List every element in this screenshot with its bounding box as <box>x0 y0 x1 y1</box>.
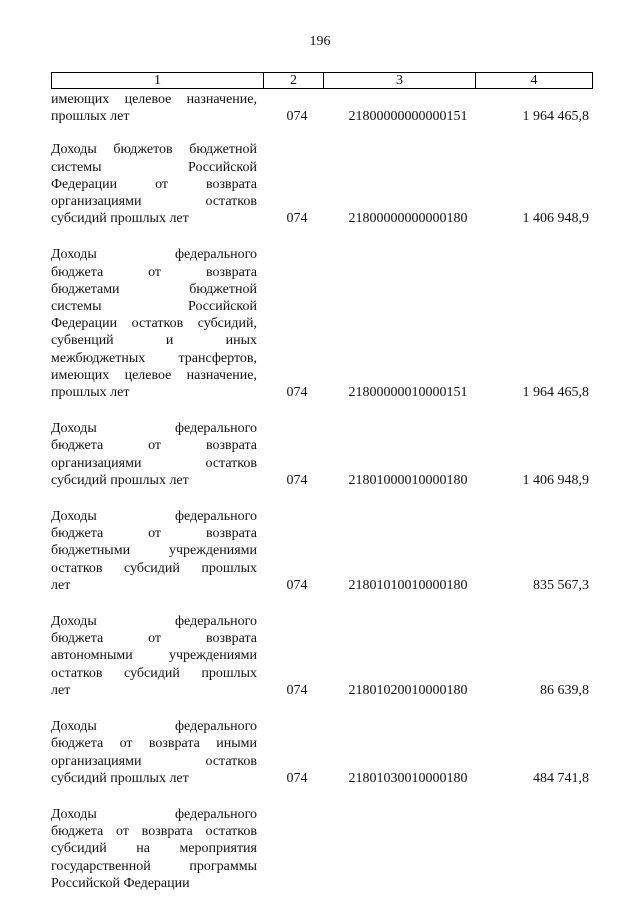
row-amount: 1 406 948,9 <box>522 472 589 488</box>
row-description <box>51 141 257 227</box>
description-line: государственной программы <box>51 858 257 874</box>
row-classification-code: 21801010010000180 <box>348 577 468 593</box>
description-line: бюджета от возврата <box>51 631 257 647</box>
row-amount: 835 567,3 <box>533 577 589 593</box>
description-line: бюджета от возврата <box>51 526 257 542</box>
description-line: субсидий прошлых лет <box>51 211 189 227</box>
row-description <box>51 91 257 125</box>
table-body <box>51 91 593 911</box>
description-line: лет <box>51 682 71 698</box>
row-amount: 1 964 465,8 <box>522 385 589 401</box>
table-header-col-4: 4 <box>530 73 538 88</box>
table-header-col-3: 3 <box>324 73 476 88</box>
row-admin-code: 074 <box>286 109 308 125</box>
row-classification-code: 21800000000000151 <box>348 109 468 125</box>
description-line: Доходы федерального <box>51 509 257 525</box>
description-line: бюджета от возврата остатков <box>51 824 257 840</box>
table-row <box>51 141 593 227</box>
description-line: субсидий на мероприятия <box>51 841 257 857</box>
description-line: имеющих целевое назначение, <box>51 92 257 107</box>
row-classification-code: 21800000010000151 <box>348 385 468 401</box>
row-description <box>51 420 257 489</box>
description-line: субвенций и иных <box>51 333 257 349</box>
row-description <box>51 246 257 401</box>
description-line: бюджетными учреждениями <box>51 543 257 559</box>
row-description <box>51 718 257 787</box>
row-description <box>51 806 257 892</box>
row-amount: 1 406 948,9 <box>522 211 589 227</box>
description-line: бюджетами бюджетной <box>51 281 257 297</box>
row-admin-code: 074 <box>286 211 308 227</box>
table-row <box>51 91 593 125</box>
description-line: организациями остатков <box>51 455 257 471</box>
table-row <box>51 718 593 787</box>
description-line: прошлых лет <box>51 385 130 401</box>
description-line: Федерации остатков субсидий, <box>51 316 257 332</box>
table-header-col-2: 2 <box>264 73 324 88</box>
description-line: лет <box>51 577 71 593</box>
description-line: имеющих целевое назначение, <box>51 367 257 383</box>
row-description <box>51 613 257 699</box>
description-line: субсидий прошлых лет <box>51 472 189 488</box>
row-classification-code: 21801020010000180 <box>348 682 468 698</box>
table-row <box>51 508 593 594</box>
row-admin-code: 074 <box>286 385 308 401</box>
description-line: Доходы федерального <box>51 719 257 735</box>
row-admin-code: 074 <box>286 682 308 698</box>
row-admin-code: 074 <box>286 472 308 488</box>
description-line: Доходы федерального <box>51 421 257 437</box>
table-row <box>51 806 593 892</box>
row-admin-code: 074 <box>286 770 308 786</box>
description-line: системы Российской <box>51 299 257 315</box>
row-amount: 484 741,8 <box>533 770 589 786</box>
description-line: организациями остатков <box>51 194 257 210</box>
page-number: 196 <box>309 34 331 49</box>
table-header-col-1: 1 <box>52 73 264 88</box>
table-header-row <box>51 72 593 89</box>
description-line: бюджета от возврата <box>51 438 257 454</box>
description-line: Доходы федерального <box>51 247 257 263</box>
row-classification-code: 21800000000000180 <box>348 211 468 227</box>
description-line: межбюджетных трансфертов, <box>51 350 257 366</box>
description-line: субсидий прошлых лет <box>51 770 189 786</box>
table-row <box>51 246 593 401</box>
description-line: Доходы федерального <box>51 614 257 630</box>
row-classification-code: 21801000010000180 <box>348 472 468 488</box>
description-line: автономными учреждениями <box>51 648 257 664</box>
row-classification-code: 21801030010000180 <box>348 770 468 786</box>
description-line: Доходы федерального <box>51 806 257 822</box>
row-amount: 1 964 465,8 <box>522 109 589 125</box>
table-row <box>51 613 593 699</box>
description-line: остатков субсидий прошлых <box>51 560 257 576</box>
description-line: бюджета от возврата иными <box>51 736 257 752</box>
row-amount: 86 639,8 <box>540 682 589 698</box>
description-line: системы Российской <box>51 159 257 175</box>
description-line: Федерации от возврата <box>51 176 257 192</box>
description-line: бюджета от возврата <box>51 264 257 280</box>
description-line: Российской Федерации <box>51 875 190 891</box>
description-line: Доходы бюджетов бюджетной <box>51 142 257 158</box>
description-line: прошлых лет <box>51 109 130 125</box>
description-line: остатков субсидий прошлых <box>51 665 257 681</box>
table-row <box>51 420 593 489</box>
description-line: организациями остатков <box>51 753 257 769</box>
row-description <box>51 508 257 594</box>
row-admin-code: 074 <box>286 577 308 593</box>
